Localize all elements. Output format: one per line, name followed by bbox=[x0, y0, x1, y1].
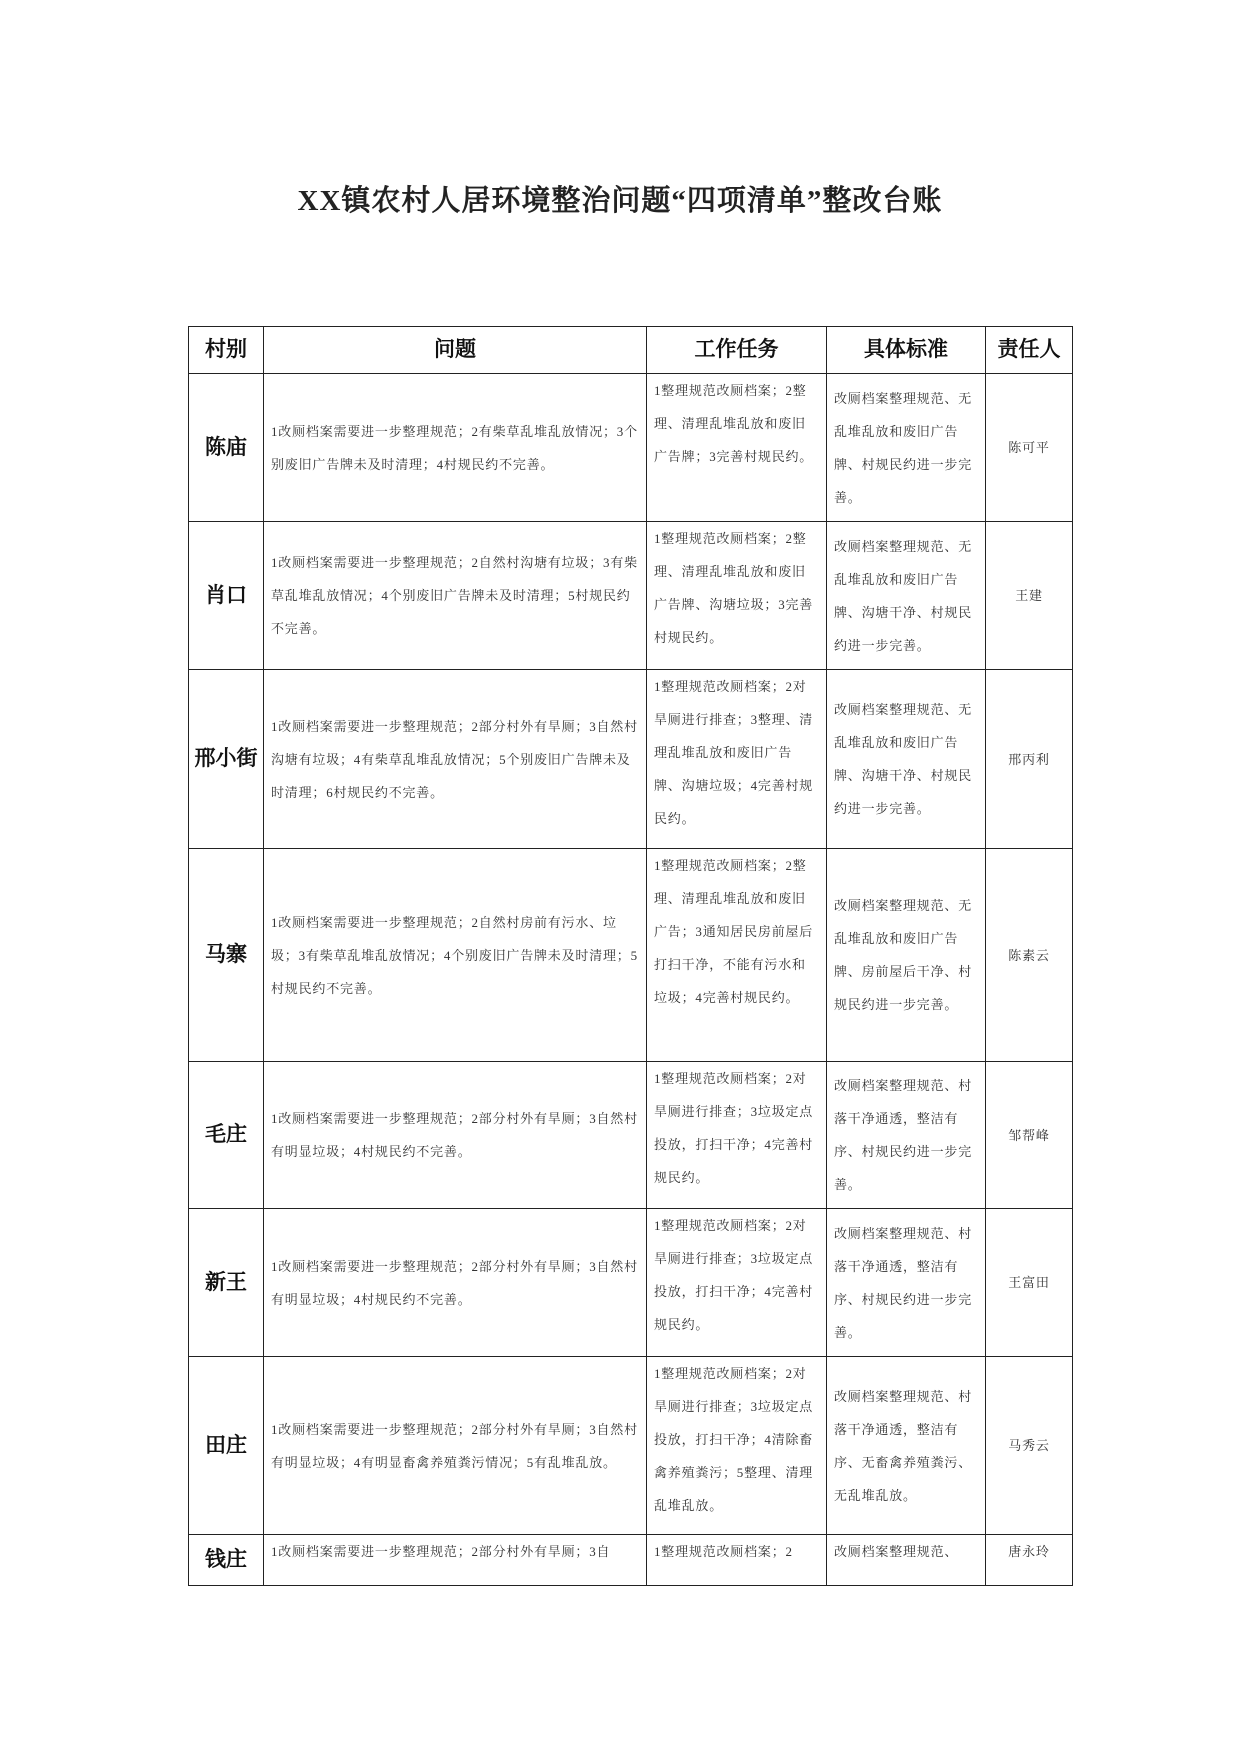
problem-cell: 1改厕档案需要进一步整理规范；2部分村外有旱厕；3自然村沟塘有垃圾；4有柴草乱堆乱放情况；5个别废旧广告牌未及时清理；6村规民约不完善。 bbox=[264, 670, 647, 849]
person-cell: 邢丙利 bbox=[986, 670, 1073, 849]
standard-cell: 改厕档案整理规范、无乱堆乱放和废旧广告牌、村规民约进一步完善。 bbox=[827, 374, 986, 522]
village-cell: 田庄 bbox=[189, 1357, 264, 1535]
table-row bbox=[189, 1535, 1073, 1586]
person-cell: 马秀云 bbox=[986, 1357, 1073, 1535]
header-problem: 问题 bbox=[264, 327, 647, 374]
village-cell: 陈庙 bbox=[189, 374, 264, 522]
village-cell: 邢小街 bbox=[189, 670, 264, 849]
standard-cell: 改厕档案整理规范、村落干净通透，整洁有序、无畜禽养殖粪污、无乱堆乱放。 bbox=[827, 1357, 986, 1535]
standard-cell: 改厕档案整理规范、村落干净通透，整洁有序、村规民约进一步完善。 bbox=[827, 1209, 986, 1357]
problem-cell: 1改厕档案需要进一步整理规范；2自然村沟塘有垃圾；3有柴草乱堆乱放情况；4个别废旧广告牌未及时清理；5村规民约不完善。 bbox=[264, 522, 647, 670]
table-header-row bbox=[189, 327, 1073, 374]
problem-cell: 1改厕档案需要进一步整理规范；2自然村房前有污水、垃圾；3有柴草乱堆乱放情况；4个别废旧广告牌未及时清理；5村规民约不完善。 bbox=[264, 849, 647, 1062]
task-cell: 1整理规范改厕档案；2整理、清理乱堆乱放和废旧广告牌；3完善村规民约。 bbox=[647, 374, 827, 522]
task-cell: 1整理规范改厕档案；2整理、清理乱堆乱放和废旧广告牌、沟塘垃圾；3完善村规民约。 bbox=[647, 522, 827, 670]
village-cell: 新王 bbox=[189, 1209, 264, 1357]
table-row bbox=[189, 374, 1073, 522]
problem-cell: 1改厕档案需要进一步整理规范；2部分村外有旱厕；3自 bbox=[264, 1535, 647, 1586]
rectification-ledger-table bbox=[188, 326, 1073, 1586]
village-cell: 毛庄 bbox=[189, 1062, 264, 1209]
table-row bbox=[189, 670, 1073, 849]
header-standard: 具体标准 bbox=[827, 327, 986, 374]
task-cell: 1整理规范改厕档案；2整理、清理乱堆乱放和废旧广告；3通知居民房前屋后打扫干净，不能有污水和垃圾；4完善村规民约。 bbox=[647, 849, 827, 1062]
task-cell: 1整理规范改厕档案；2对旱厕进行排查；3垃圾定点投放，打扫干净；4完善村规民约。 bbox=[647, 1209, 827, 1357]
village-cell: 钱庄 bbox=[189, 1535, 264, 1586]
task-cell: 1整理规范改厕档案；2对旱厕进行排查；3垃圾定点投放，打扫干净；4完善村规民约。 bbox=[647, 1062, 827, 1209]
problem-cell: 1改厕档案需要进一步整理规范；2部分村外有旱厕；3自然村有明显垃圾；4村规民约不完善。 bbox=[264, 1062, 647, 1209]
header-person: 责任人 bbox=[986, 327, 1073, 374]
table-row bbox=[189, 522, 1073, 670]
header-task: 工作任务 bbox=[647, 327, 827, 374]
standard-cell: 改厕档案整理规范、无乱堆乱放和废旧广告牌、房前屋后干净、村规民约进一步完善。 bbox=[827, 849, 986, 1062]
village-cell: 马寨 bbox=[189, 849, 264, 1062]
person-cell: 陈可平 bbox=[986, 374, 1073, 522]
standard-cell: 改厕档案整理规范、村落干净通透，整洁有序、村规民约进一步完善。 bbox=[827, 1062, 986, 1209]
person-cell: 王建 bbox=[986, 522, 1073, 670]
table-row bbox=[189, 1357, 1073, 1535]
problem-cell: 1改厕档案需要进一步整理规范；2部分村外有旱厕；3自然村有明显垃圾；4有明显畜禽养殖粪污情况；5有乱堆乱放。 bbox=[264, 1357, 647, 1535]
standard-cell: 改厕档案整理规范、 bbox=[827, 1535, 986, 1586]
task-cell: 1整理规范改厕档案；2对旱厕进行排查；3垃圾定点投放，打扫干净；4清除畜禽养殖粪污；5整理、清理乱堆乱放。 bbox=[647, 1357, 827, 1535]
task-cell: 1整理规范改厕档案；2对旱厕进行排查；3整理、清理乱堆乱放和废旧广告牌、沟塘垃圾；4完善村规民约。 bbox=[647, 670, 827, 849]
page-title: XX镇农村人居环境整治问题“四项清单”整改台账 bbox=[297, 185, 943, 217]
standard-cell: 改厕档案整理规范、无乱堆乱放和废旧广告牌、沟塘干净、村规民约进一步完善。 bbox=[827, 522, 986, 670]
table-row bbox=[189, 1062, 1073, 1209]
task-cell: 1整理规范改厕档案；2 bbox=[647, 1535, 827, 1586]
problem-cell: 1改厕档案需要进一步整理规范；2有柴草乱堆乱放情况；3个别废旧广告牌未及时清理；4村规民约不完善。 bbox=[264, 374, 647, 522]
village-cell: 肖口 bbox=[189, 522, 264, 670]
standard-cell: 改厕档案整理规范、无乱堆乱放和废旧广告牌、沟塘干净、村规民约进一步完善。 bbox=[827, 670, 986, 849]
table-row bbox=[189, 1209, 1073, 1357]
problem-cell: 1改厕档案需要进一步整理规范；2部分村外有旱厕；3自然村有明显垃圾；4村规民约不完善。 bbox=[264, 1209, 647, 1357]
header-village: 村别 bbox=[189, 327, 264, 374]
person-cell: 唐永玲 bbox=[986, 1535, 1073, 1586]
table-row bbox=[189, 849, 1073, 1062]
person-cell: 陈素云 bbox=[986, 849, 1073, 1062]
person-cell: 邹帮峰 bbox=[986, 1062, 1073, 1209]
person-cell: 王富田 bbox=[986, 1209, 1073, 1357]
